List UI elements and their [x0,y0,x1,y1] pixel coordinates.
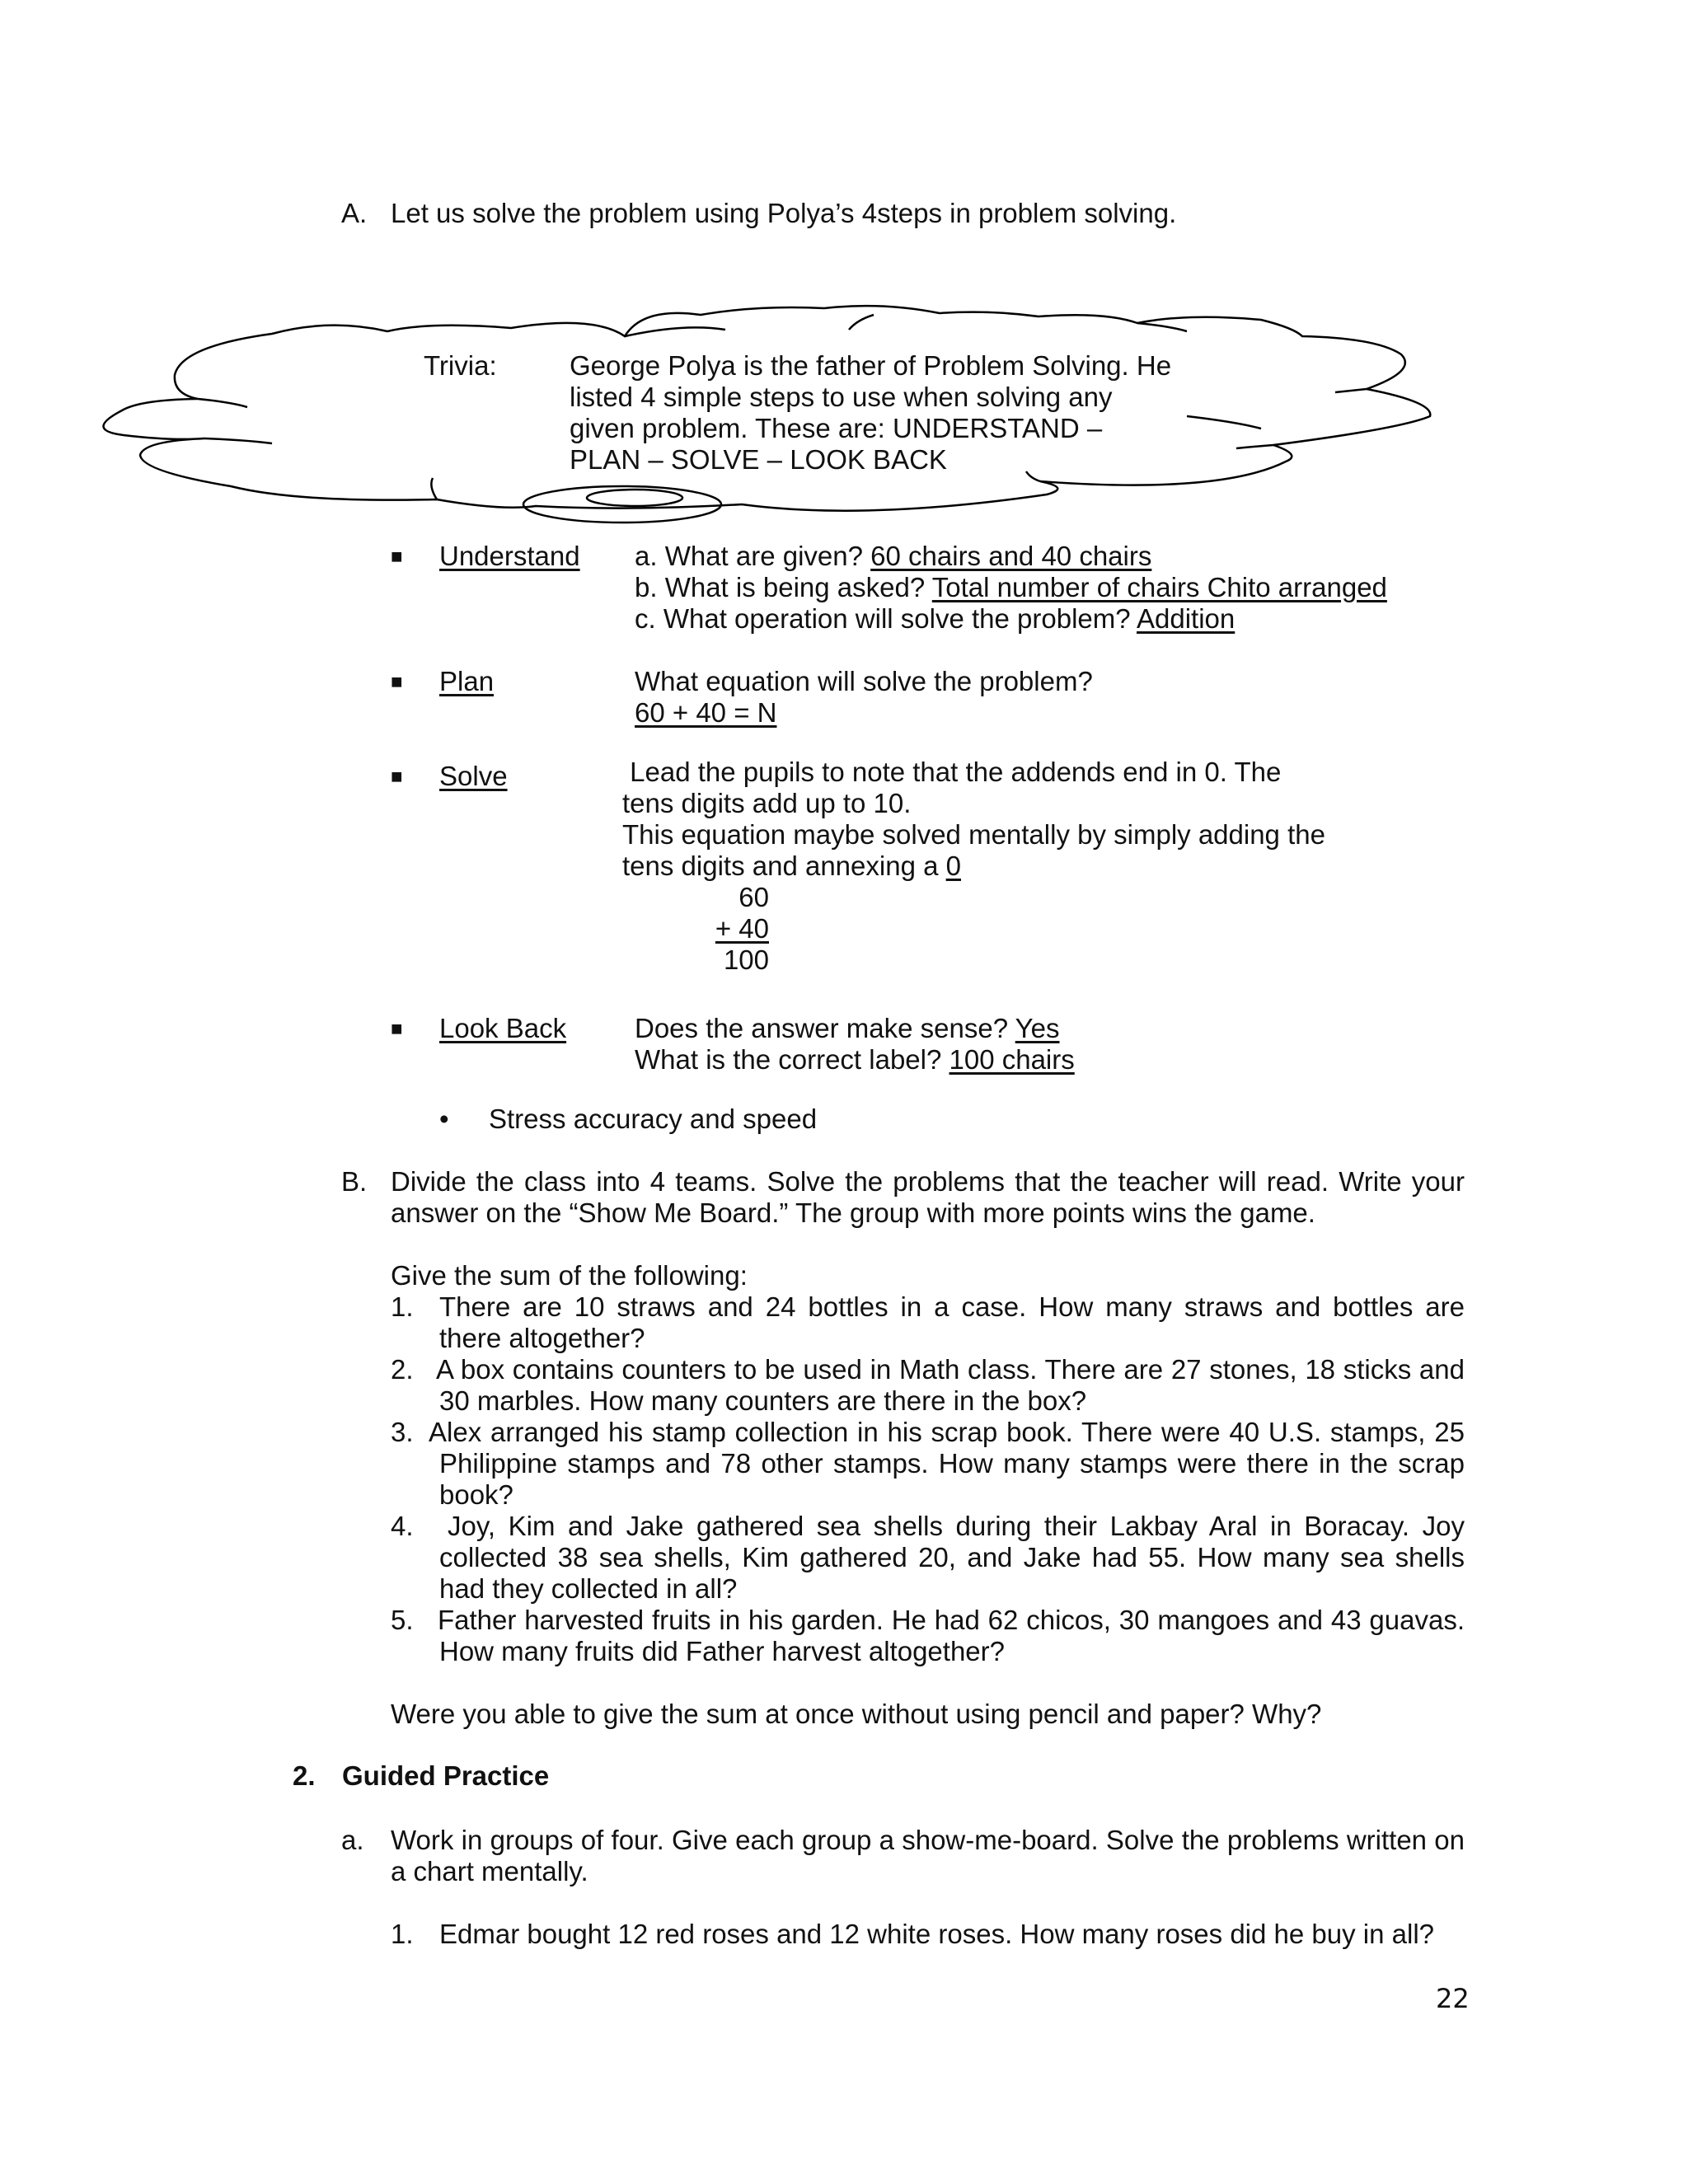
step-solve-label: Solve [439,761,508,791]
problem-line: How many fruits did Father harvest altogether? [439,1636,1005,1666]
problem-line: Joy, Kim and Jake gathered sea shells during their Lakbay Aral in Boracay. Joy [448,1511,1465,1541]
problem-number: 4. [391,1511,414,1541]
solve-line: tens digits and annexing a 0 [622,851,961,881]
lookback-a1: Yes [1015,1013,1060,1043]
section-a-letter: A. [341,198,368,228]
understand-b: b. What is being asked? Total number of chairs Chito arranged [635,572,1387,602]
guided-item-number: 1. [391,1919,414,1949]
problem-line: collected 38 sea shells, Kim gathered 20, and Jake had 55. How many sea shells [439,1542,1465,1572]
solve-line: Lead the pupils to note that the addends end in 0. The [622,757,1282,787]
trivia-label: Trivia: [424,350,497,381]
guided-item-text: Edmar bought 12 red roses and 12 white roses. How many roses did he buy in all? [439,1919,1434,1949]
solve-line: This equation maybe solved mentally by simply adding the [622,819,1325,850]
problem-number: 1. [391,1291,414,1322]
section-a-text: Let us solve the problem using Polya’s 4steps in problem solving. [391,198,1177,228]
section-b-line2: answer on the “Show Me Board.” The group with more points wins the game. [391,1197,1315,1228]
solve-line: tens digits add up to 10. [622,788,912,818]
step-bullet: ■ [391,766,403,788]
solve-addend-2: + 40 [715,913,769,944]
plan-equation: 60 + 40 = N [635,697,777,728]
understand-a-answer: 60 chairs and 40 chairs [870,541,1152,571]
lookback-q2: What is the correct label? 100 chairs [635,1044,1075,1075]
problem-line: had they collected in all? [439,1573,738,1604]
page-number: 22 [1436,1983,1470,2014]
understand-a: a. What are given? 60 chairs and 40 chairs [635,541,1152,571]
solve-addend-1: 60 [738,882,769,912]
trivia-line: listed 4 simple steps to use when solving any [570,382,1113,412]
guided-a-line2: a chart mentally. [391,1856,588,1886]
guided-a-letter: a. [341,1825,364,1855]
lookback-q1: Does the answer make sense? Yes [635,1013,1060,1043]
problem-line: Alex arranged his stamp collection in his scrap book. There were 40 U.S. stamps, 25 [429,1417,1465,1447]
section-b-letter: B. [341,1166,368,1197]
guided-a-line1: Work in groups of four. Give each group a show-me-board. Solve the problems written on [391,1825,1465,1855]
trivia-line: PLAN – SOLVE – LOOK BACK [570,444,947,475]
section-b-closing: Were you able to give the sum at once without using pencil and paper? Why? [391,1699,1322,1729]
stress-text: Stress accuracy and speed [489,1104,818,1134]
trivia-line: George Polya is the father of Problem Solving. He [570,350,1172,381]
step-bullet: ■ [391,671,403,693]
problem-line: A box contains counters to be used in Math class. There are 27 stones, 18 sticks and [436,1354,1465,1385]
problem-line: Philippine stamps and 78 other stamps. How many stamps were there in the scrap [439,1448,1465,1479]
problem-number: 3. [391,1417,414,1447]
section-b-intro: Give the sum of the following: [391,1260,748,1291]
problem-number: 5. [391,1605,414,1635]
stress-bullet: • [439,1104,449,1134]
guided-practice-title: Guided Practice [342,1760,550,1791]
problem-number: 2. [391,1354,414,1385]
problem-line: book? [439,1479,513,1510]
plan-question: What equation will solve the problem? [635,666,1093,696]
problem-line: 30 marbles. How many counters are there in the box? [439,1385,1087,1416]
understand-c-answer: Addition [1136,603,1236,634]
trivia-line: given problem. These are: UNDERSTAND – [570,413,1103,443]
step-bullet: ■ [391,1018,403,1040]
lookback-a2: 100 chairs [949,1044,1075,1075]
problem-line: Father harvested fruits in his garden. He had 62 chicos, 30 mangoes and 43 guavas. [438,1605,1465,1635]
understand-c: c. What operation will solve the problem? Addition [635,603,1236,634]
solve-annex-answer: 0 [945,851,961,881]
section-b-line1: Divide the class into 4 teams. Solve the problems that the teacher will read. Write your [391,1166,1465,1197]
solve-sum: 100 [723,944,769,975]
step-lookback-label: Look Back [439,1013,567,1043]
step-plan-label: Plan [439,666,495,696]
understand-b-answer: Total number of chairs Chito arranged [931,572,1387,602]
problem-line: there altogether? [439,1323,645,1353]
guided-practice-number: 2. [293,1760,316,1791]
step-understand-label: Understand [439,541,580,571]
problem-line: There are 10 straws and 24 bottles in a case. How many straws and bottles are [439,1291,1465,1322]
step-bullet: ■ [391,546,403,568]
